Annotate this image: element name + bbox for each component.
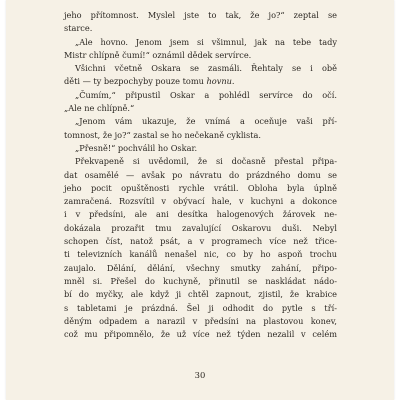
text-line: bí do myčky, ale když ji chtěl zapnout, zjistil, že krabice — [64, 289, 337, 300]
text-line: „Jenom vám ukazuje, že vnímá a oceňuje vaši pří- — [75, 116, 337, 127]
text-line: ti televizních kanálů nenašel nic, co by ho aspoň trochu — [64, 249, 337, 260]
page-number: 30 — [194, 370, 206, 380]
text-line: dat osamělé — avšak po návratu do prázdného domu se — [64, 169, 337, 180]
text-line: „Přesně!“ pochválil ho Oskar. — [75, 142, 198, 153]
text-line: což mu připomnělo, že už více než týden nezalil v celém — [64, 329, 337, 340]
text-line: děným odpadem a narazil v předsíni na plastovou konev, — [64, 315, 337, 326]
emphasis: hovnu — [206, 76, 232, 87]
text-line: starce. — [64, 23, 93, 34]
text-line: tomnost, že jo?“ zastal se ho nečekaně cyklista. — [64, 129, 262, 140]
text-line: s tabletami je prázdná. Šel ji odhodit do pytle s tří- — [64, 302, 337, 313]
text-line: děti — ty bezpochyby pouze tomu hovnu. — [64, 76, 235, 87]
text-line: jeho pocit opuštěnosti rychle vrátil. Obloha byla úplně — [64, 182, 337, 193]
text-line: i v předsíni, ale ani desítka halogenových žárovek ne- — [64, 209, 337, 220]
text-line: „Ale ne chlípně.“ — [64, 103, 135, 114]
text-line: Mistr chlípně čumí!“ oznámil dědek servírce. — [64, 49, 252, 60]
text-line: „Čumím,“ připustil Oskar a pohlédl servírce do očí. — [75, 89, 337, 100]
body-text — [64, 9, 337, 341]
text-line: Překvapeně si uvědomil, že si dočasně přestal připa- — [75, 156, 337, 167]
book-page — [6, 0, 394, 400]
text-line: dokázala prozařit tmu zavalující Oskarovu duši. Nebyl — [64, 222, 337, 233]
text-line: Všichni včetně Oskara se zasmáli. Řehtaly se i obě — [75, 63, 337, 74]
text-line: „Ale hovno. Jenom jsem si všimnul, jak na tebe tady — [75, 36, 337, 47]
text-line: mněl si. Přešel do kuchyně, přinutil se naskládat nádo- — [64, 275, 337, 286]
text-line: schopen číst, natož psát, a v programech více než třice- — [64, 236, 337, 247]
text-line: zaujalo. Dělání, dělání, všechny smutky zahání, připo- — [64, 262, 337, 273]
text-line: zamračená. Rozsvítil v obývací hale, v kuchyni a dokonce — [64, 196, 337, 207]
text-line: jeho přítomnost. Myslel jste to tak, že jo?“ zeptal se — [64, 10, 337, 20]
